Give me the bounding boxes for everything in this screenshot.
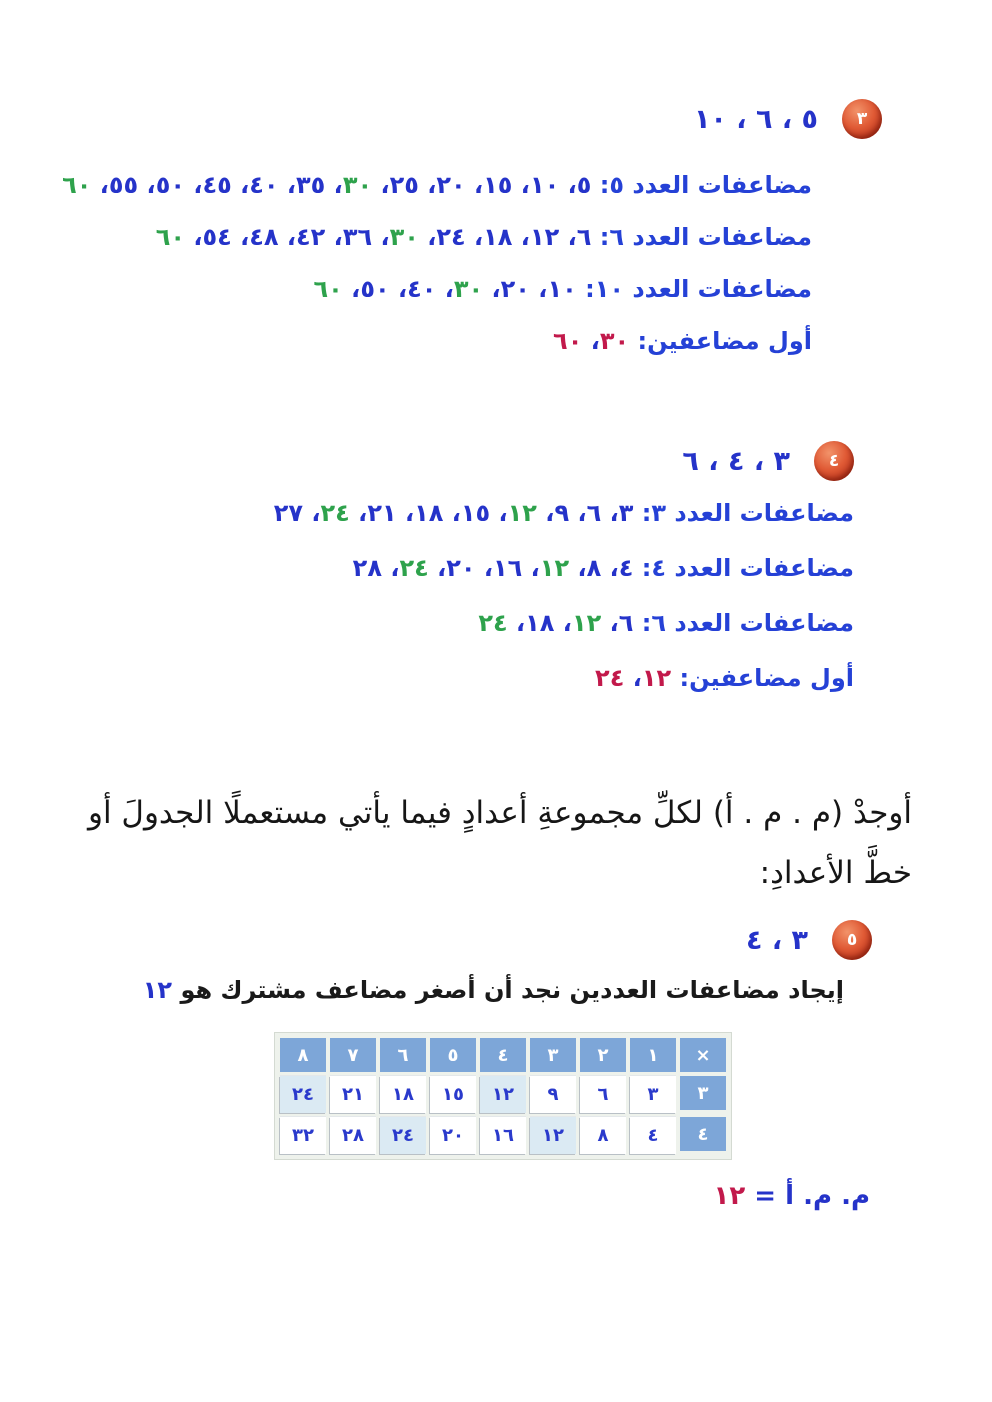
multiples-lines — [0, 500, 992, 691]
multiple-value: ١٨ — [483, 223, 513, 251]
multiples-label: مضاعفات العدد ٦: — [599, 223, 812, 251]
multiple-value: ٢٤ — [320, 499, 350, 527]
multiple-value: ٣ — [618, 499, 634, 527]
multiple-value: ٣٠ — [342, 171, 373, 199]
problem-number-badge — [832, 920, 872, 960]
multiples-label: أول مضاعفين: — [637, 327, 812, 355]
multiple-value: ١٦ — [493, 554, 523, 582]
multiples-label: مضاعفات العدد ٥: — [599, 171, 812, 199]
multiples-label: مضاعفات العدد ٣: — [641, 499, 854, 527]
lcm-result-label: م. م. أ = — [754, 1181, 870, 1211]
table-cell: ٤ — [630, 1117, 676, 1154]
table-cell: ١٥ — [430, 1076, 476, 1113]
multiple-value: ٩ — [554, 499, 570, 527]
multiple-value: ١٢ — [641, 664, 672, 692]
multiple-value: ٥٠ — [155, 171, 185, 199]
multiple-value: ٦٠ — [313, 275, 343, 303]
table-cell: ١٢ — [480, 1076, 526, 1113]
multiple-value: ٢٤ — [595, 664, 625, 692]
problem-3-header — [0, 98, 992, 140]
multiples-values: ٣، ٦، ٩، ١٢، ١٥، ١٨، ٢١، ٢٤، ٢٧ — [273, 499, 634, 527]
table-col-header: ٧ — [330, 1038, 376, 1072]
multiple-value: ٤٥ — [202, 171, 232, 199]
multiple-value: ١٢ — [539, 554, 570, 582]
multiples-line — [0, 555, 854, 581]
problem-numbers: ٣ ، ٤ — [745, 924, 808, 956]
multiples-values: ٤، ٨، ١٢، ١٦، ٢٠، ٢٤، ٢٨ — [352, 554, 634, 582]
multiple-value: ٥٤ — [202, 223, 232, 251]
table-cell: ٢٨ — [330, 1117, 376, 1154]
multiple-value: ٤ — [618, 554, 634, 582]
multiples-label: مضاعفات العدد ١٠: — [585, 275, 812, 303]
table-cell: ٢٠ — [430, 1117, 476, 1154]
table-col-header: ٤ — [480, 1038, 526, 1072]
lcm-result-value: ١٢ — [713, 1181, 746, 1211]
problem-4-section — [0, 440, 992, 691]
multiple-value: ٨ — [586, 554, 602, 582]
badge-number: ٣ — [856, 109, 868, 129]
table-cell: ٢٤ — [280, 1076, 326, 1113]
multiples-line — [0, 500, 854, 526]
multiples-line — [0, 172, 812, 198]
table-row-header: ٣ — [680, 1076, 726, 1110]
problem-3-section — [0, 98, 992, 354]
multiple-value: ٣٦ — [342, 223, 373, 251]
table-col-header: ٨ — [280, 1038, 326, 1072]
table-cell: ٨ — [580, 1117, 626, 1154]
multiple-value: ١٠ — [529, 171, 560, 199]
multiples-label: مضاعفات العدد ٦: — [641, 609, 854, 637]
table-cell: ٩ — [530, 1076, 576, 1113]
multiples-line — [0, 276, 812, 302]
multiple-value: ٢٤ — [399, 554, 429, 582]
table-cell: ٦ — [580, 1076, 626, 1113]
problem-numbers: ٣ ، ٤ ، ٦ — [682, 445, 790, 477]
multiple-value: ١٥ — [483, 171, 513, 199]
badge-number: ٤ — [828, 451, 840, 471]
table-col-header: ٥ — [430, 1038, 476, 1072]
multiple-value: ٣٠ — [389, 223, 419, 251]
multiple-value: ٦ — [576, 223, 592, 251]
table-cell: ١٦ — [480, 1117, 526, 1154]
multiple-value: ١٢ — [507, 499, 537, 527]
multiple-value: ٤٨ — [249, 223, 279, 251]
problem-number-badge — [814, 441, 854, 481]
multiple-value: ٥ — [576, 171, 592, 199]
table-row-header: ٤ — [680, 1117, 726, 1151]
table-col-header: ٢ — [580, 1038, 626, 1072]
multiple-value: ٥٥ — [108, 171, 139, 199]
multiple-value: ٦٠ — [553, 327, 583, 355]
multiple-value: ٢٠ — [446, 554, 476, 582]
multiple-value: ٣٠ — [453, 275, 484, 303]
multiple-value: ١٢ — [529, 223, 560, 251]
multiple-value: ٦٠ — [62, 171, 92, 199]
multiples-values: ١٠، ٢٠، ٣٠، ٤٠، ٥٠، ٦٠ — [313, 275, 577, 303]
multiple-value: ٦ — [618, 609, 634, 637]
multiples-values: ٦، ١٢، ١٨، ٢٤ — [478, 609, 634, 637]
table-cell: ٢٤ — [380, 1117, 426, 1154]
multiple-value: ٢٤ — [478, 609, 508, 637]
badge-number: ٥ — [846, 930, 858, 950]
multiple-value: ١٠ — [547, 275, 577, 303]
multiples-values: ١٢، ٢٤ — [595, 664, 672, 692]
multiples-line — [0, 224, 812, 250]
multiple-value: ٤٢ — [296, 223, 326, 251]
table-cell: ٢١ — [330, 1076, 376, 1113]
table-col-header: ١ — [630, 1038, 676, 1072]
multiples-line — [0, 328, 812, 354]
table-col-header: ٦ — [380, 1038, 426, 1072]
multiple-value: ١٥ — [460, 499, 491, 527]
table-cell: ١٨ — [380, 1076, 426, 1113]
multiples-values: ٥، ١٠، ١٥، ٢٠، ٢٥، ٣٠، ٣٥، ٤٠، ٤٥، ٥٠، ٥٥، ٦٠ — [62, 171, 592, 199]
lcm-result-line — [0, 1180, 992, 1212]
multiples-label: أول مضاعفين: — [679, 664, 854, 692]
problem-4-header — [0, 440, 992, 482]
multiple-value: ٢٤ — [436, 223, 466, 251]
multiple-value: ٦٠ — [155, 223, 185, 251]
explanation-line — [0, 975, 992, 1005]
multiples-values: ٦، ١٢، ١٨، ٢٤، ٣٠، ٣٦، ٤٢، ٤٨، ٥٤، ٦٠ — [155, 223, 592, 251]
multiple-value: ٢٠ — [436, 171, 466, 199]
multiple-value: ١٨ — [525, 609, 555, 637]
multiples-values: ٣٠، ٦٠ — [553, 327, 630, 355]
multiple-value: ٣٥ — [296, 171, 326, 199]
instruction-text: أوجدْ (م . م . أ) لكلِّ مجموعةِ أعدادٍ فيما يأتي مستعملًا الجدولَ أو خطَّ الأعدادِ: — [87, 795, 912, 891]
multiple-value: ١٢ — [571, 609, 602, 637]
problem-numbers: ٥ ، ٦ ، ١٠ — [693, 103, 818, 135]
problem-number-badge — [842, 99, 882, 139]
table-corner-cell: × — [680, 1038, 726, 1072]
table-cell: ٣ — [630, 1076, 676, 1113]
multiple-value: ٢٨ — [352, 554, 382, 582]
multiple-value: ٢١ — [367, 499, 397, 527]
multiple-value: ٥٠ — [360, 275, 390, 303]
multiples-line — [0, 665, 854, 691]
table-col-header: ٣ — [530, 1038, 576, 1072]
problem-5-header — [0, 919, 992, 961]
table-cell: ١٢ — [530, 1117, 576, 1154]
multiplication-table — [274, 1032, 732, 1160]
multiple-value: ٢٧ — [273, 499, 304, 527]
multiples-line — [0, 610, 854, 636]
multiples-lines — [0, 172, 992, 354]
problem-5-section — [0, 919, 992, 1212]
multiple-value: ١٨ — [414, 499, 444, 527]
multiple-value: ٦ — [586, 499, 602, 527]
explanation-text: إيجاد مضاعفات العددين نجد أن أصغر مضاعف مشترك هو — [180, 976, 844, 1004]
multiples-label: مضاعفات العدد ٤: — [641, 554, 854, 582]
table-cell: ٣٢ — [280, 1117, 326, 1154]
lcm-highlight-value: ١٢ — [142, 976, 173, 1004]
multiple-value: ٢٥ — [389, 171, 419, 199]
multiple-value: ٤٠ — [407, 275, 437, 303]
multiple-value: ٢٠ — [500, 275, 530, 303]
multiple-value: ٤٠ — [249, 171, 279, 199]
multiple-value: ٣٠ — [599, 327, 630, 355]
